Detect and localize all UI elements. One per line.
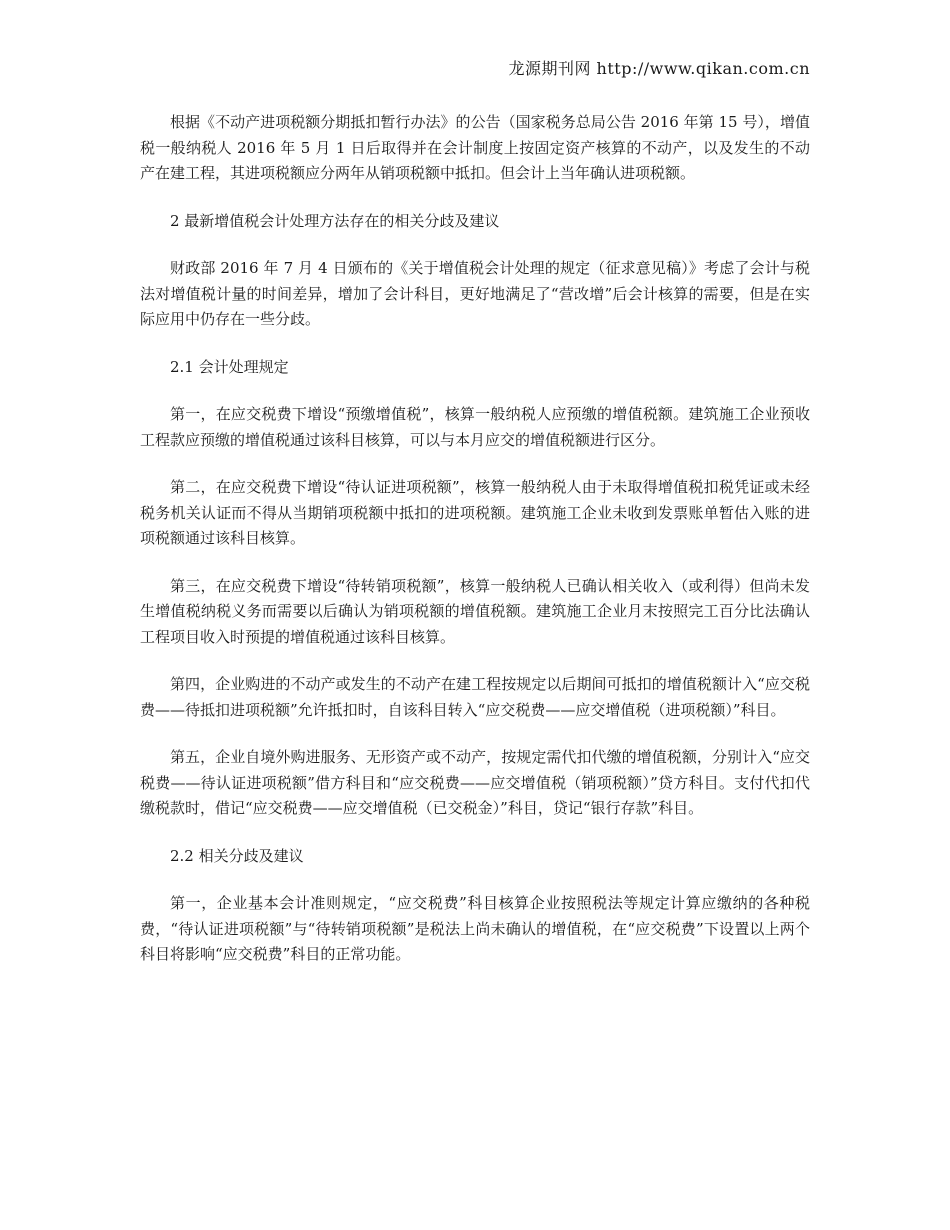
section-heading-2: 2 最新增值税会计处理方法存在的相关分歧及建议 bbox=[170, 211, 500, 230]
subsection-heading-2-1: 2.1 会计处理规定 bbox=[170, 357, 289, 376]
paragraph-rule-1: 第一，在应交税费下增设“预缴增值税”，核算一般纳税人应预缴的增值税额。建筑施工企业预收工程款应预缴的增值税通过该科目核算，可以与本月应交的增值税额进行区分。 bbox=[140, 405, 810, 449]
paragraph-rule-3: 第三，在应交税费下增设“待转销项税额”，核算一般纳税人已确认相关收入（或利得）但尚未发生增值税纳税义务而需要以后确认为销项税额的增值税额。建筑施工企业月末按照完工百分比法确认工程项目收入时预提的增值税通过该科目核算。 bbox=[140, 576, 810, 646]
paragraph-rule-5: 第五，企业自境外购进服务、无形资产或不动产，按规定需代扣代缴的增值税额，分别计入“应交税费——待认证进项税额”借方科目和“应交税费——应交增值税（销项税额）”贷方科目。支付代扣代缴税款时，借记“应交税费——应交增值税（已交税金）”科目，贷记“银行存款”科目。 bbox=[140, 748, 810, 817]
paragraph-tax-announcement: 根据《不动产进项税额分期抵扣暂行办法》的公告（国家税务总局公告 2016 年第 15 号），增值税一般纳税人 2016 年 5 月 1 日后取得并在会计制度上按固定资产核算的不动产，以及发生的不动产在建工程，其进项税额应分两年从销项税额中抵扣。但会计上当年确认进项税额。 bbox=[140, 113, 810, 182]
subsection-heading-2-2: 2.2 相关分歧及建议 bbox=[170, 846, 304, 865]
paragraph-rule-2: 第二，在应交税费下增设“待认证进项税额”，核算一般纳税人由于未取得增值税扣税凭证或未经税务机关认证而不得从当期销项税额中抵扣的进项税额。建筑施工企业未收到发票账单暂估入账的进项税额通过该科目核算。 bbox=[140, 478, 810, 547]
page-header-source: 龙源期刊网 http://www.qikan.com.cn bbox=[508, 59, 810, 78]
paragraph-disagreement-1: 第一，企业基本会计准则规定，“应交税费”科目核算企业按照税法等规定计算应缴纳的各种税费，“待认证进项税额”与“待转销项税额”是税法上尚未确认的增值税，在“应交税费”下设置以上两个科目将影响“应交税费”科目的正常功能。 bbox=[140, 894, 810, 963]
paragraph-ministry-draft: 财政部 2016 年 7 月 4 日颁布的《关于增值税会计处理的规定（征求意见稿）》考虑了会计与税法对增值税计量的时间差异，增加了会计科目，更好地满足了“营改增”后会计核算的需要，但是在实际应用中仍存在一些分歧。 bbox=[140, 259, 810, 328]
paragraph-rule-4: 第四，企业购进的不动产或发生的不动产在建工程按规定以后期间可抵扣的增值税额计入“应交税费——待抵扣进项税额”允许抵扣时，自该科目转入“应交税费——应交增值税（进项税额）”科目。 bbox=[140, 675, 810, 719]
article-body bbox=[140, 110, 810, 990]
